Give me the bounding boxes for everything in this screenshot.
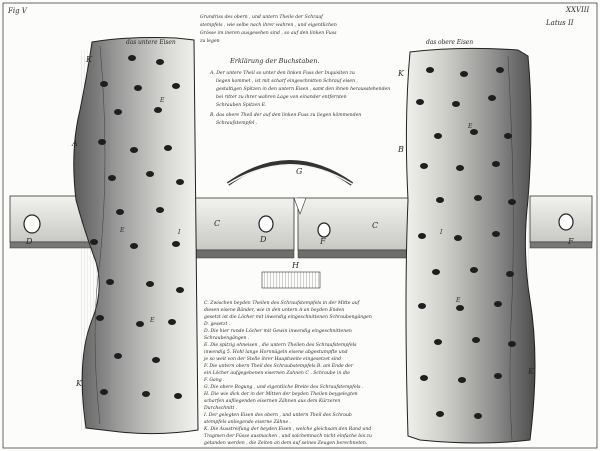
figure-label: Fig V xyxy=(8,7,27,15)
right-iron-caption: das obere Eisen xyxy=(426,39,474,46)
latus-label: Latus II xyxy=(546,19,574,27)
letter-d-left: D xyxy=(26,237,33,246)
letter-f-right: F xyxy=(568,237,574,246)
left-iron-caption: das untere Eisen xyxy=(126,39,176,46)
letter-g: G xyxy=(296,167,303,176)
letter-e-3: E xyxy=(150,317,155,324)
letter-e-4: E xyxy=(468,123,473,130)
legend-title: Erklärung der Buchstaben. xyxy=(230,57,320,65)
letter-k-left-bottom: K xyxy=(76,379,82,388)
letter-e-2: E xyxy=(120,227,125,234)
cross-section xyxy=(262,272,320,288)
letter-b: B xyxy=(398,145,404,154)
plate-number: XXVIII xyxy=(566,6,590,14)
right-iron xyxy=(406,48,535,443)
letter-e-5: E xyxy=(456,297,461,304)
letter-k-left-top: K xyxy=(86,55,92,64)
letter-i-2: I xyxy=(440,229,443,236)
letter-f-mid: F xyxy=(320,237,326,246)
letter-c-right: C xyxy=(372,221,379,230)
letter-k-right-top: K xyxy=(398,69,404,78)
engraving-plate: Fig V XXVIII Latus II das untere Eisen das obere Eisen Grundriss des obern , und untern Theile der Schrauf stempfels , wie selbe nach ihrer wahren , und eigentlichen Grösse im ineren ausgesehen sind , so auf den linken Fuss zu legen Erklärung der Buchstaben. A. Der untere Theil so unter den linken Fuss der Inquisiten zu liegen kommet , ist mit scharf eingeschnitten Schrauf eisen , gestaltigen Spitzen in den untern Eisen , samt den ihnen herausstehenden bei ritter zu ihrer wahren Lage von einander entfernten Schrauben Spitzen E. B. das obere Theil der auf den linken Fuss zu liegen kömmenden Schraufstempfel . C. Zwischen beyden Theilen des Schraufstempfels in der Mitte auf diesen eisene Bänder, wie in den untern A an beyden Enden gesetzt ist die Löcher mit inwendig eingeschnittenen Schraubengängen D. gesetzt . D. Die hier runde Löcher mit Gewin inwendig eingeschnittenen Schraubengängen . E. Die spitzig ohneisen , die untern Theilen des Schraufstempfels inwendig 5. Hohl lange Hornnägeln eisene abgestumpfte und je so weit von der Stelle ihrer Hauptweite eingesetzet sind F. Die untern obern Theil des Schraubstempfels B. am Ende der ein Löcher aufgegebenen eisernen Zahnen C . Schraube in die F. Gang . G. Die obere Bogung , und eigentliche Breite des Schraufstempfels . H. Die wie dick der in der Mitten der beyden Theilen beygelegten scharfen aufliegenden eisernen Zähnen aus dem Kürzeren Durchschnitt . I. Der gelegten Eisen des obern , und untern Theil des Schraub stempfels anliegende eiserne Zähne . K. Die Ausstreifung der beyden Eisen , welche gleichsam den Rand und Tragmen der Füsse ausmachen , und solchemnach nicht einfache bis zu getanden werden , die Zeiten an dem auf seines Zeugen berechneten. A B C C D D F F G H K K K K E E E E E I I xyxy=(0,0,600,451)
letter-c-left: C xyxy=(214,219,221,228)
letter-a: A xyxy=(72,139,78,148)
letter-d-mid: D xyxy=(260,235,267,244)
letter-h: H xyxy=(292,261,299,270)
letter-e-1: E xyxy=(160,97,165,104)
letter-i-1: I xyxy=(178,229,181,236)
letter-k-right-bottom: K xyxy=(528,367,534,376)
